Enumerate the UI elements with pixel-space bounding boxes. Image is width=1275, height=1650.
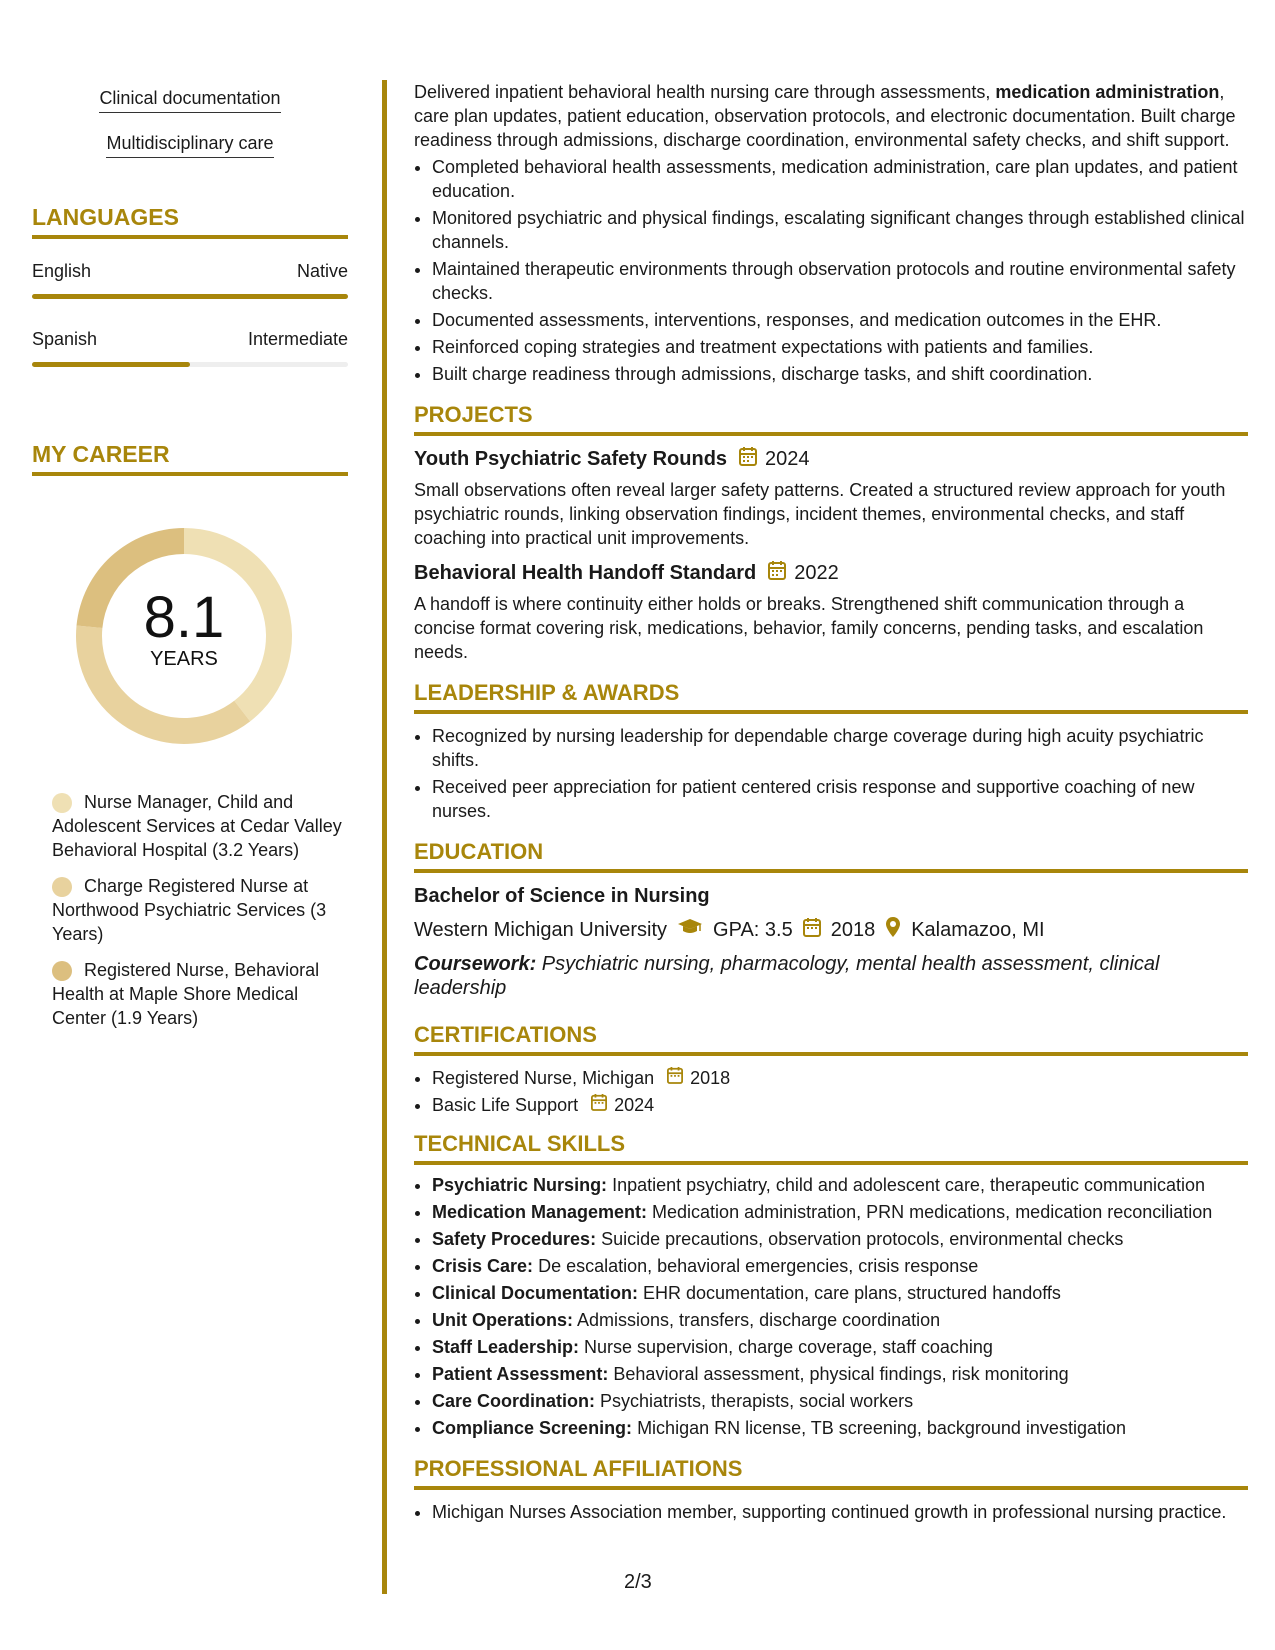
language-item	[32, 329, 348, 367]
coursework-label: Coursework:	[414, 953, 537, 975]
skill-tag	[32, 88, 348, 113]
career-role	[52, 958, 348, 1030]
experience-bullet: • Maintained therapeutic environments through observation protocols and routine environmental safety checks.	[432, 257, 1248, 305]
experience-bullets	[414, 155, 1248, 386]
skill-item	[432, 1308, 1248, 1332]
project-name: Youth Psychiatric Safety Rounds	[414, 447, 728, 470]
calendar-icon	[803, 917, 821, 943]
language-bar	[32, 294, 348, 299]
coursework-text: Psychiatric nursing, pharmacology, mental health assessment, clinical leadership	[414, 953, 1160, 999]
left-column	[32, 80, 348, 1042]
education-gpa: GPA: 3.5	[713, 918, 793, 941]
skill-label: Medication Management:	[432, 1202, 648, 1222]
certification-item	[432, 1093, 1248, 1117]
skill-tag	[32, 133, 348, 158]
graduation-cap-icon	[677, 918, 703, 942]
skill-item	[432, 1173, 1248, 1197]
skill-label: Safety Procedures:	[432, 1229, 597, 1249]
legend-dot	[52, 877, 72, 897]
skill-tag-label: Multidisciplinary care	[106, 133, 273, 158]
language-bar	[32, 362, 348, 367]
skill-value: Michigan RN license, TB screening, background investigation	[632, 1418, 1126, 1438]
skill-label: Staff Leadership:	[432, 1337, 580, 1357]
summary-text: Delivered inpatient behavioral health nursing care through assessments,	[414, 82, 996, 102]
legend-dot	[52, 793, 72, 813]
calendar-icon	[667, 1068, 683, 1088]
career-role-text: Nurse Manager, Child and Adolescent Services at Cedar Valley Behavioral Hospital (3.2 Years)	[52, 792, 342, 860]
projects-heading: PROJECTS	[414, 402, 1248, 436]
summary-bold-text: medication administration	[995, 82, 1220, 102]
skill-value: Suicide precautions, observation protocols, environmental checks	[596, 1229, 1124, 1249]
career-donut-chart	[64, 516, 304, 756]
education-degree: Bachelor of Science in Nursing	[414, 885, 710, 907]
skill-value: Medication administration, PRN medications, medication reconciliation	[647, 1202, 1213, 1222]
right-column	[414, 80, 1248, 1527]
calendar-icon	[768, 560, 786, 586]
career-heading: MY CAREER	[32, 441, 348, 476]
certification-name: Basic Life Support	[432, 1095, 579, 1115]
certifications-list	[414, 1066, 1248, 1117]
skill-item	[432, 1227, 1248, 1251]
calendar-icon	[739, 446, 757, 472]
language-bar-fill	[32, 362, 190, 367]
technical-skills-heading: TECHNICAL SKILLS	[414, 1131, 1248, 1165]
skill-item	[432, 1281, 1248, 1305]
skill-value: Inpatient psychiatry, child and adolescent care, therapeutic communication	[607, 1175, 1206, 1195]
experience-summary	[414, 80, 1248, 152]
affiliations-heading: PROFESSIONAL AFFILIATIONS	[414, 1456, 1248, 1490]
project-item	[414, 446, 1248, 550]
language-item	[32, 261, 348, 299]
skill-value: EHR documentation, care plans, structured handoffs	[638, 1283, 1061, 1303]
page-number: 2/3	[624, 1571, 652, 1593]
skill-item	[432, 1335, 1248, 1359]
languages-heading: LANGUAGES	[32, 204, 348, 239]
education-location: Kalamazoo, MI	[911, 918, 1045, 941]
education-meta	[414, 916, 1248, 944]
language-bar-fill	[32, 294, 348, 299]
leadership-item: • Received peer appreciation for patient centered crisis response and supportive coaching of new nurses.	[432, 775, 1248, 823]
education-year: 2018	[830, 918, 876, 941]
education-heading: EDUCATION	[414, 839, 1248, 873]
skill-tag-label: Clinical documentation	[99, 88, 280, 113]
leadership-list	[414, 724, 1248, 823]
affiliations-list	[414, 1500, 1248, 1524]
skill-label: Crisis Care:	[432, 1256, 534, 1276]
education-item	[414, 885, 1248, 1000]
project-year: 2022	[794, 561, 839, 584]
certification-item	[432, 1066, 1248, 1090]
leadership-item: • Recognized by nursing leadership for dependable charge coverage during high acuity psychiatric shifts.	[432, 724, 1248, 772]
career-total-unit: YEARS	[150, 648, 218, 670]
experience-bullet: • Completed behavioral health assessments, medication administration, care plan updates, and patient education.	[432, 155, 1248, 203]
skill-item	[432, 1416, 1248, 1440]
skill-label: Clinical Documentation:	[432, 1283, 639, 1303]
column-divider	[382, 80, 387, 1594]
experience-bullet: • Built charge readiness through admissions, discharge tasks, and shift coordination.	[432, 362, 1248, 386]
experience-bullet: • Reinforced coping strategies and treatment expectations with patients and families.	[432, 335, 1248, 359]
language-level: Intermediate	[247, 329, 348, 349]
language-level: Native	[296, 261, 348, 281]
career-role	[52, 790, 348, 862]
language-name: Spanish	[32, 329, 98, 349]
career-role-text: Charge Registered Nurse at Northwood Psychiatric Services (3 Years)	[52, 876, 327, 944]
career-list	[32, 790, 348, 1030]
skill-value: Nurse supervision, charge coverage, staff coaching	[579, 1337, 993, 1357]
skill-item	[432, 1200, 1248, 1224]
certification-name: Registered Nurse, Michigan	[432, 1068, 655, 1088]
project-year: 2024	[765, 447, 810, 470]
project-name: Behavioral Health Handoff Standard	[414, 561, 757, 584]
technical-skills-list	[414, 1173, 1248, 1440]
skill-item	[432, 1254, 1248, 1278]
career-total-value: 8.1	[143, 585, 225, 650]
career-role-text: Registered Nurse, Behavioral Health at Maple Shore Medical Center (1.9 Years)	[52, 960, 320, 1028]
skill-label: Compliance Screening:	[432, 1418, 633, 1438]
calendar-icon	[591, 1095, 607, 1115]
education-coursework	[414, 952, 1248, 1000]
certification-year: 2024	[614, 1095, 655, 1115]
skill-value: Admissions, transfers, discharge coordination	[573, 1310, 941, 1330]
career-role	[52, 874, 348, 946]
experience-bullet: • Documented assessments, interventions, responses, and medication outcomes in the EHR.	[432, 308, 1248, 332]
skill-item	[432, 1389, 1248, 1413]
project-description: Small observations often reveal larger safety patterns. Created a structured review approach for youth psychiatric rounds, linking observation findings, incident themes, environmental checks, and staff coaching into practical unit improvements.	[414, 480, 1226, 548]
location-pin-icon	[885, 916, 901, 944]
education-school: Western Michigan University	[414, 918, 668, 941]
skill-value: De escalation, behavioral emergencies, crisis response	[533, 1256, 979, 1276]
experience-bullet: • Monitored psychiatric and physical findings, escalating significant changes through established clinical channels.	[432, 206, 1248, 254]
skill-value: Psychiatrists, therapists, social workers	[595, 1391, 914, 1411]
certification-year: 2018	[690, 1068, 731, 1088]
language-name: English	[32, 261, 92, 281]
skill-value: Behavioral assessment, physical findings, risk monitoring	[608, 1364, 1069, 1384]
career-total	[64, 516, 304, 756]
summary-text: , care plan updates, patient education, observation protocols, and electronic documentation. Built charge readiness through admissions, discharge coordination, environmental safety checks, and shift support.	[414, 82, 1236, 150]
project-description: A handoff is where continuity either holds or breaks. Strengthened shift communication through a concise format covering risk, medications, behavior, family concerns, pending tasks, and escalation needs.	[414, 594, 1204, 662]
skill-label: Psychiatric Nursing:	[432, 1175, 608, 1195]
affiliation-item: • Michigan Nurses Association member, supporting continued growth in professional nursing practice.	[432, 1500, 1248, 1524]
skill-label: Unit Operations:	[432, 1310, 574, 1330]
leadership-heading: LEADERSHIP & AWARDS	[414, 680, 1248, 714]
skill-label: Care Coordination:	[432, 1391, 596, 1411]
skill-item	[432, 1362, 1248, 1386]
project-item	[414, 560, 1248, 664]
legend-dot	[52, 961, 72, 981]
certifications-heading: CERTIFICATIONS	[414, 1022, 1248, 1056]
skill-label: Patient Assessment:	[432, 1364, 609, 1384]
